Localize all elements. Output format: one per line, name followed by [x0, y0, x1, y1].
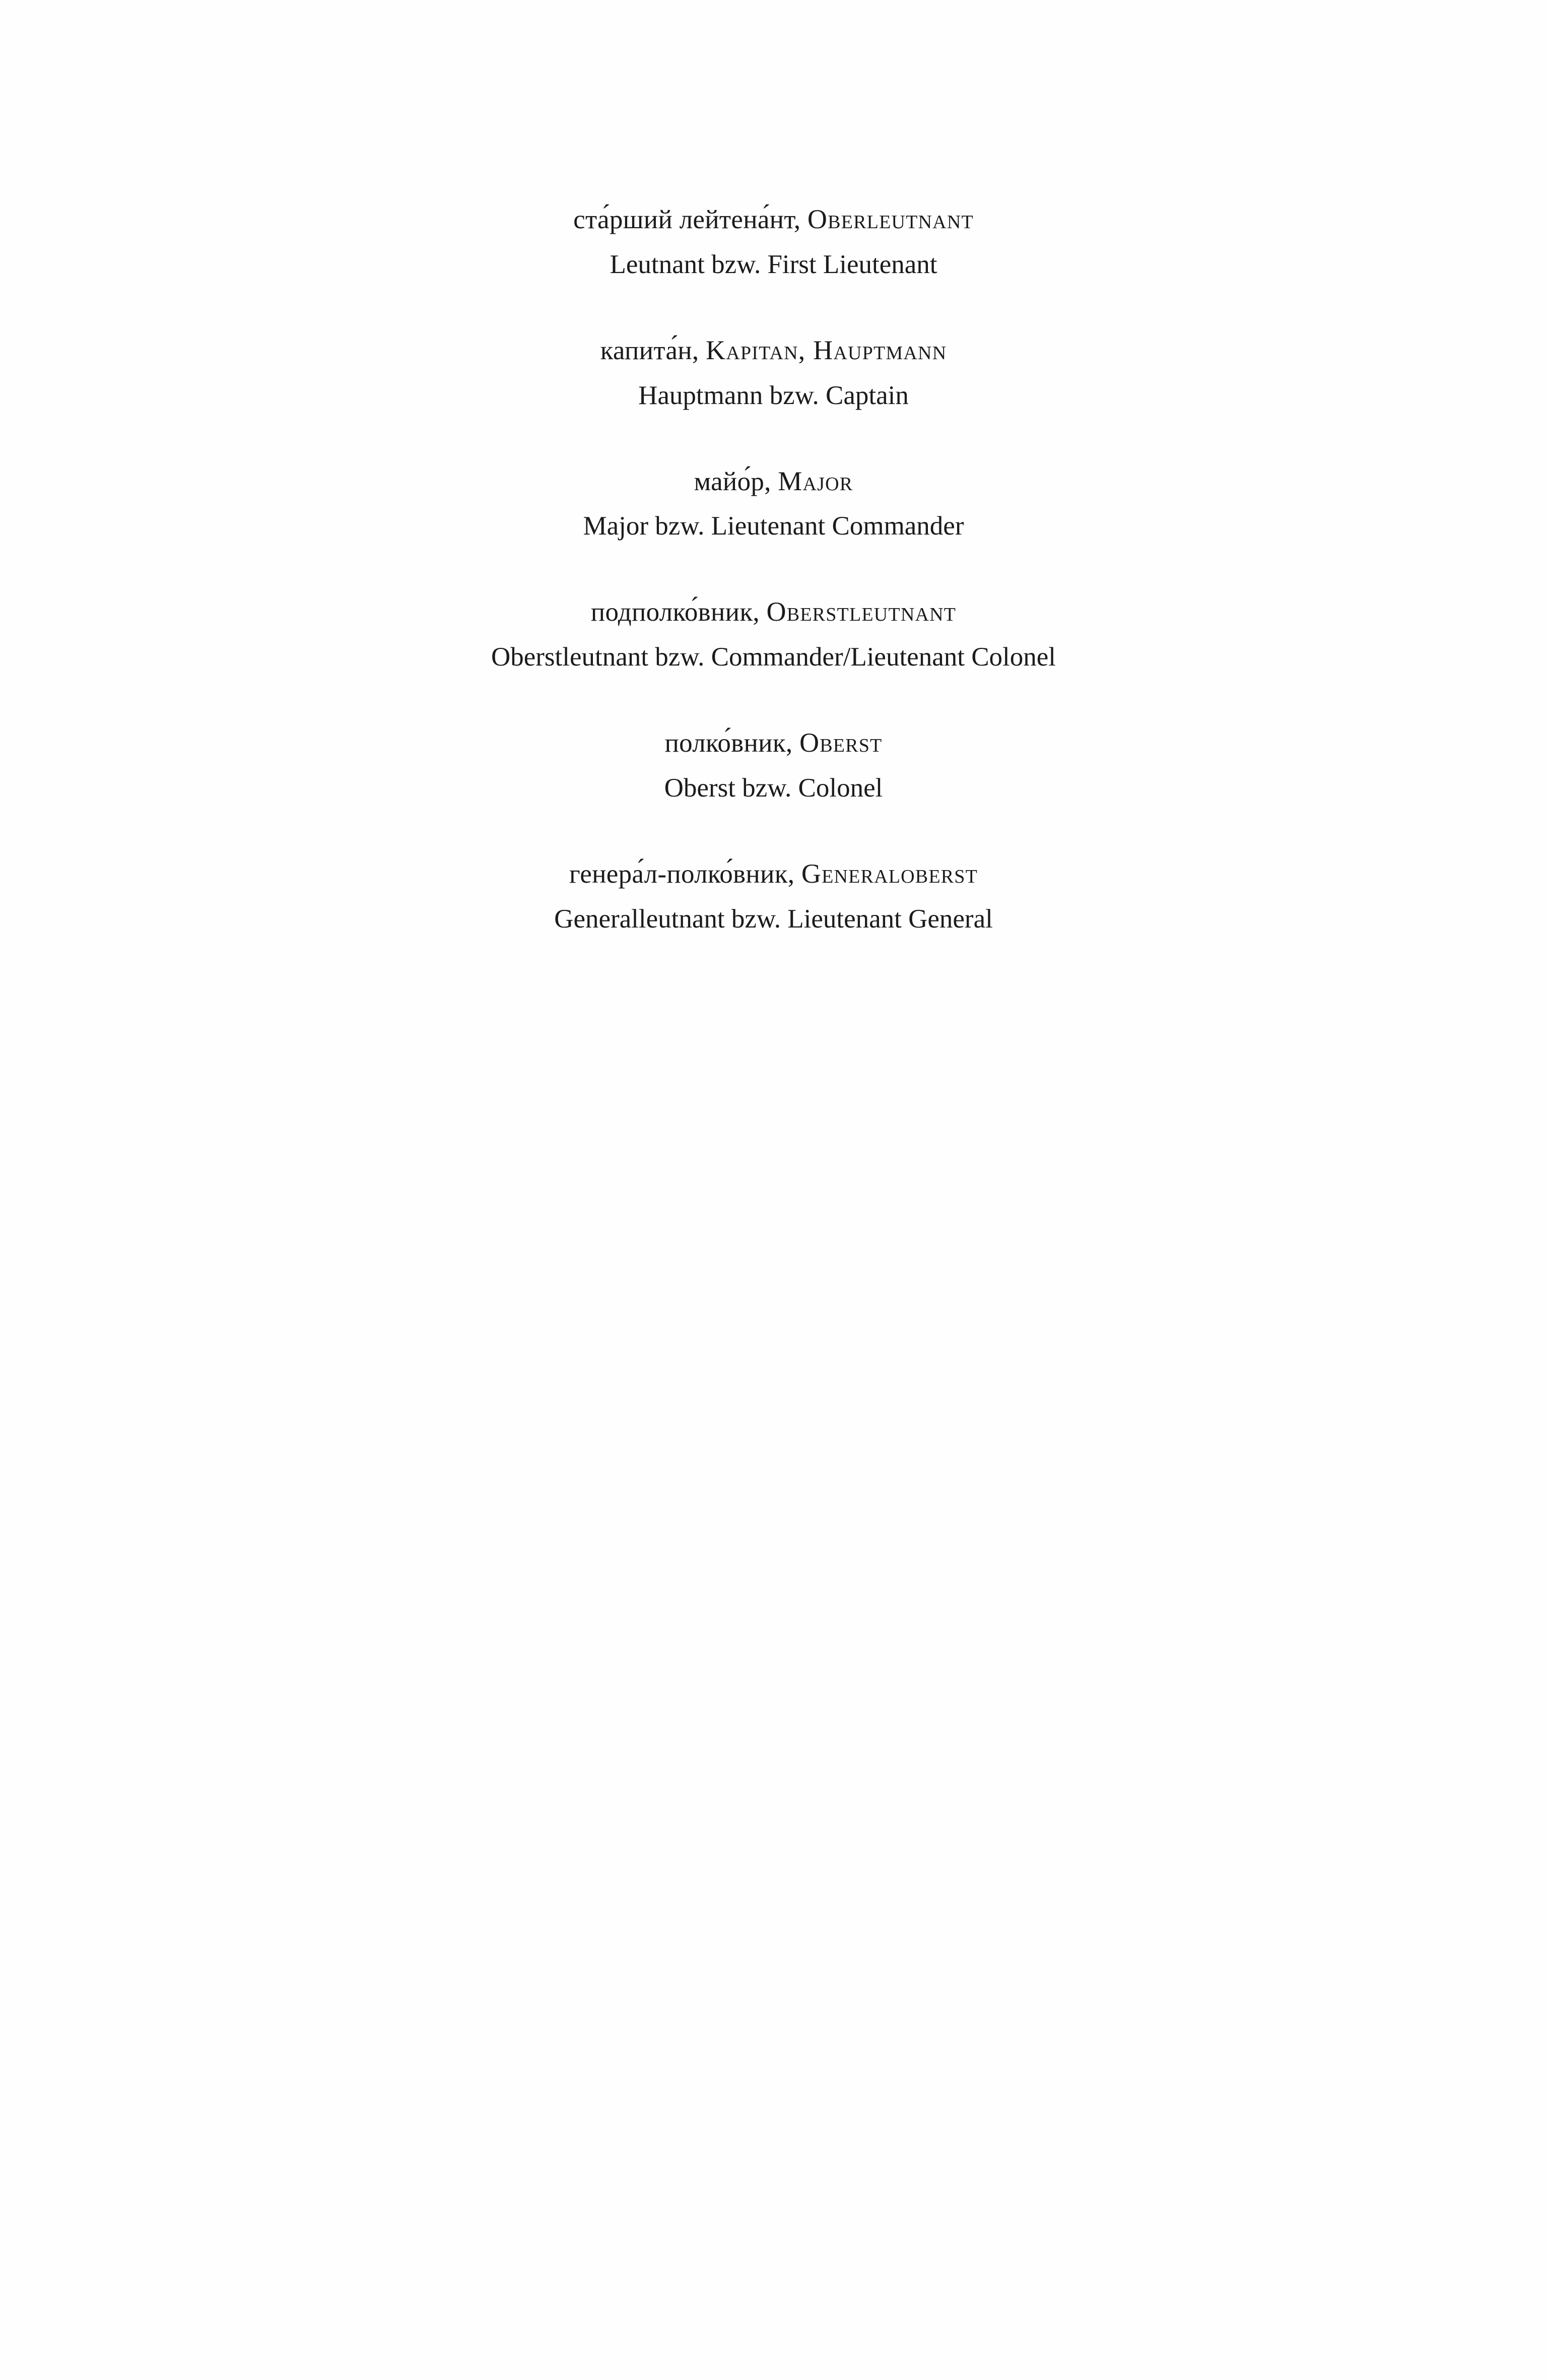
rank-original-cyrillic: полко́вник, [664, 729, 799, 758]
glossary-entry [0, 725, 1547, 806]
glossary-entry [0, 202, 1547, 282]
rank-translation-line: Leutnant bzw. First Lieutenant [610, 249, 937, 279]
rank-original-line [554, 856, 993, 892]
rank-translation-line: Oberst bzw. Colonel [664, 773, 883, 803]
rank-translation-line: Hauptmann bzw. Captain [638, 380, 909, 410]
rank-translation-line: Oberstleutnant bzw. Commander/Lieutenant Colonel [491, 642, 1056, 672]
rank-original-cyrillic: подполко́вник, [590, 598, 767, 627]
glossary-entry-inner [573, 202, 974, 282]
rank-original-smallcaps: Oberst [799, 728, 883, 758]
rank-original-cyrillic: генера́л-полко́вник, [569, 859, 801, 889]
rank-glossary-list [0, 202, 1547, 937]
rank-original-line [664, 725, 883, 761]
glossary-entry [0, 464, 1547, 544]
glossary-entry-inner [583, 464, 964, 544]
rank-original-smallcaps: Oberstleutnant [766, 597, 957, 627]
glossary-entry [0, 594, 1547, 675]
rank-original-line [573, 202, 974, 237]
glossary-entry-inner [664, 725, 883, 806]
rank-original-line [491, 594, 1056, 630]
rank-original-cyrillic: ста́рший лейтена́нт, [573, 205, 808, 234]
rank-original-line [600, 333, 947, 368]
rank-original-smallcaps: Generaloberst [801, 858, 978, 889]
rank-original-cyrillic: майо́р, [694, 467, 778, 496]
rank-original-smallcaps: Oberleutnant [807, 204, 974, 234]
glossary-entry-inner [600, 333, 947, 413]
glossary-entry-inner [554, 856, 993, 937]
rank-original-cyrillic: капита́н, [600, 336, 706, 365]
rank-original-line [583, 464, 964, 499]
rank-translation-line: Major bzw. Lieutenant Commander [583, 511, 964, 541]
rank-original-smallcaps: Major [778, 466, 853, 496]
glossary-entry [0, 856, 1547, 937]
glossary-entry [0, 333, 1547, 413]
glossary-entry-inner [491, 594, 1056, 675]
rank-original-smallcaps: Kapitan, Hauptmann [706, 335, 947, 365]
rank-translation-line: Generalleutnant bzw. Lieutenant General [554, 904, 993, 934]
